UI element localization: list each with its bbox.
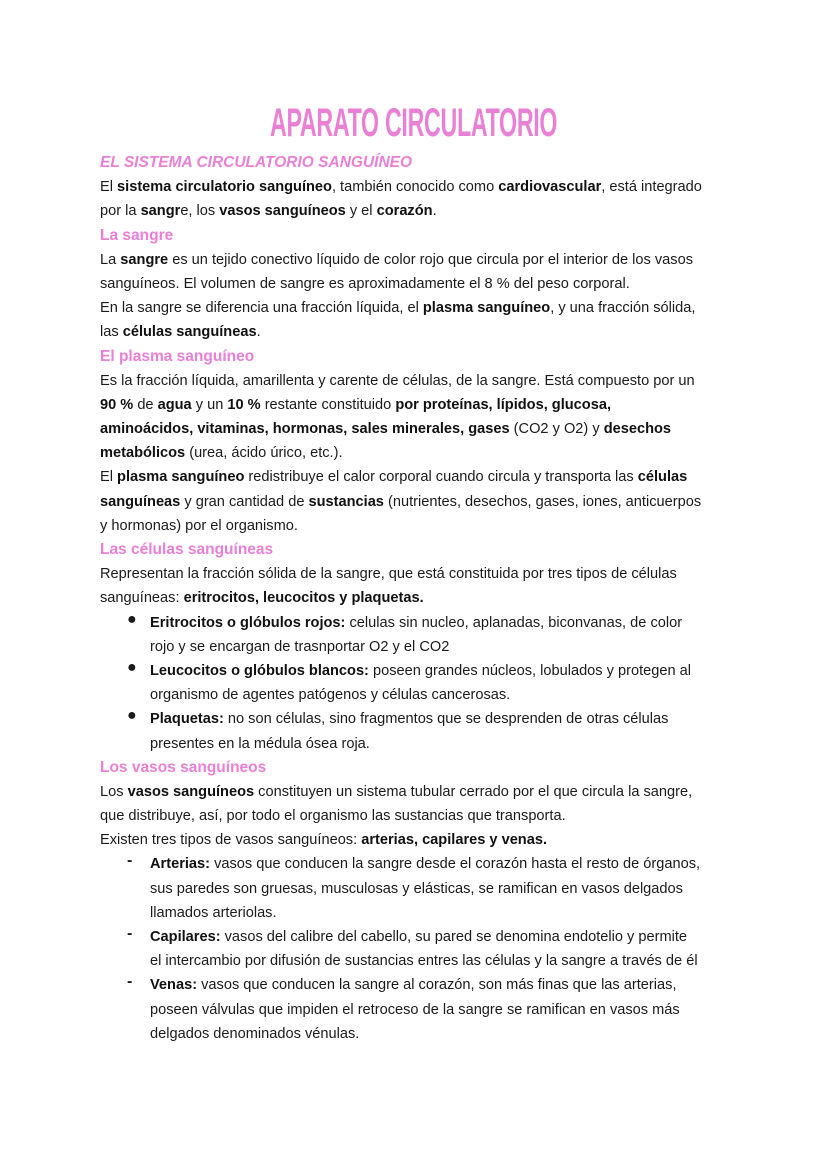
bold-text: metabólicos — [100, 445, 186, 462]
paragraph — [100, 369, 740, 538]
text-run: poseen grandes núcleos, lobulados y protegen al — [368, 662, 692, 679]
bold-text: células sanguíneas — [122, 324, 257, 341]
bold-text: vasos sanguíneos — [219, 203, 346, 220]
text-run: . — [256, 324, 261, 341]
subsection-heading: Las células sanguíneas — [100, 541, 274, 558]
text-line — [100, 320, 740, 344]
text-run: (CO2 y O2) y — [509, 421, 604, 438]
text-run: (urea, ácido úrico, etc.). — [185, 445, 343, 462]
text-run: vasos que conducen la sangre desde el corazón hasta el resto de órganos, — [210, 856, 701, 873]
text-line — [100, 828, 740, 852]
bold-text: corazón — [376, 203, 433, 220]
text-run: rojo y se encargan de trasnportar O2 y el CO2 — [150, 638, 450, 655]
bullet-icon: ● — [127, 707, 137, 725]
text-run: celulas sin nucleo, aplanadas, biconvanas, de color — [345, 614, 683, 631]
bold-text: plasma sanguíneo — [117, 469, 245, 486]
bold-text: sistema circulatorio sanguíneo — [117, 179, 332, 196]
text-line — [100, 248, 740, 272]
text-run: vasos que conducen la sangre al corazón, son más finas que las arterias, — [197, 977, 677, 994]
section-heading: EL SISTEMA CIRCULATORIO SANGUÍNEO — [100, 154, 413, 171]
dash-icon: - — [127, 973, 133, 991]
text-line — [100, 586, 740, 610]
paragraph — [100, 248, 740, 345]
text-run: y hormonas) por el organismo. — [100, 517, 298, 534]
dash-icon: - — [127, 925, 133, 942]
bold-text: sangre — [120, 251, 169, 268]
text-line — [100, 296, 740, 320]
bold-text: eritrocitos, leucocitos y plaquetas. — [183, 590, 424, 607]
list-item — [100, 707, 740, 755]
list-item — [100, 659, 740, 707]
document-body — [100, 151, 740, 1046]
list-item — [100, 852, 740, 925]
text-line — [150, 973, 740, 997]
bold-text: sustancias — [308, 493, 384, 510]
bold-text: sanguíneas — [100, 493, 181, 510]
text-run: Existen tres tipos de vasos sanguíneos: — [100, 832, 362, 849]
bold-text: agua — [157, 396, 192, 413]
text-run: redistribuye el calor corporal cuando circula y transporta las — [244, 469, 638, 486]
text-run: y el — [345, 203, 377, 220]
text-line — [150, 1022, 740, 1046]
paragraph — [100, 780, 740, 853]
bold-text: aminoácidos, vitaminas, hormonas, sales minerales, gases — [100, 421, 510, 438]
text-run: que distribuye, así, por todo el organismo las sustancias que transporta. — [100, 808, 566, 825]
text-line — [100, 490, 740, 514]
text-line — [150, 877, 740, 901]
bold-text: 10 % — [227, 396, 261, 413]
text-run: sanguíneos. El volumen de sangre es aproximadamente el 8 % del peso corporal. — [100, 275, 630, 292]
text-run: constituyen un sistema tubular cerrado por el que circula la sangre, — [254, 783, 693, 800]
text-line — [150, 635, 740, 659]
bold-text: Leucocitos o glóbulos blancos: — [150, 662, 369, 679]
text-run: es un tejido conectivo líquido de color rojo que circula por el interior de los vasos — [168, 251, 694, 268]
text-line — [100, 562, 740, 586]
text-run: , también conocido como — [331, 179, 499, 196]
bold-text: vasos sanguíneos — [127, 783, 255, 800]
text-run: Representan la fracción sólida de la sangre, que está constituida por tres tipos de células — [100, 566, 677, 583]
text-line — [150, 998, 740, 1022]
text-line — [100, 272, 740, 296]
text-run: En la sangre se diferencia una fracción líquida, el — [100, 300, 423, 317]
list-item — [100, 925, 740, 973]
bold-text: desechos — [603, 421, 672, 438]
text-line — [100, 804, 740, 828]
bold-text: Arterias: — [150, 856, 211, 873]
text-run: Los — [100, 783, 128, 800]
text-run: delgados denominados vénulas. — [150, 1025, 360, 1042]
text-run: de — [133, 396, 158, 413]
text-run: por la — [100, 203, 141, 220]
text-run: las — [100, 324, 123, 341]
text-run: vasos del calibre del cabello, su pared se denomina endotelio y permite — [220, 929, 688, 945]
text-run: no son células, sino fragmentos que se desprenden de otras células — [223, 711, 669, 728]
text-run: El — [100, 179, 118, 196]
text-line — [150, 683, 740, 707]
text-run: . — [432, 203, 437, 220]
bullet-icon: ● — [127, 658, 137, 676]
text-line — [100, 417, 740, 441]
text-line — [150, 732, 740, 756]
paragraph — [100, 175, 740, 223]
text-run: organismo de agentes patógenos y células cancerosas. — [150, 687, 511, 704]
text-run: (nutrientes, desechos, gases, iones, anticuerpos — [383, 493, 702, 510]
bold-text: Capilares: — [150, 929, 221, 945]
text-line — [150, 925, 740, 949]
text-run: poseen válvulas que impiden el retroceso de la sangre se ramifican en vasos más — [150, 1001, 680, 1018]
text-line — [100, 514, 740, 538]
bold-text: Plaquetas: — [150, 711, 224, 728]
bold-text: células — [637, 469, 688, 486]
text-run: La — [100, 251, 121, 268]
text-line — [100, 441, 740, 465]
text-run: llamados arteriolas. — [150, 904, 277, 921]
subsection-heading: La sangre — [100, 226, 174, 244]
text-line — [100, 780, 740, 804]
subsection-heading: Los vasos sanguíneos — [100, 758, 267, 776]
text-run: y un — [191, 396, 228, 413]
bold-text: arterias, capilares y venas. — [361, 832, 548, 849]
text-run: restante constituido — [260, 396, 396, 413]
bold-text: 90 % — [100, 396, 134, 413]
text-line — [100, 175, 740, 199]
text-line — [150, 707, 740, 731]
bold-text: plasma sanguíneo — [422, 300, 551, 317]
bold-text: Venas: — [150, 977, 198, 994]
text-run: El — [100, 469, 118, 486]
list-item — [100, 611, 740, 659]
bold-text: sangr — [140, 203, 181, 220]
text-line — [150, 852, 740, 876]
text-run: sanguíneas: — [100, 590, 184, 607]
text-line — [100, 465, 740, 489]
list-item — [100, 973, 740, 1046]
text-line — [150, 949, 740, 973]
text-run: sus paredes son gruesas, musculosas y elásticas, se ramifican en vasos delgados — [150, 880, 683, 897]
text-line — [100, 369, 740, 393]
text-line — [150, 901, 740, 925]
text-run: presentes en la médula ósea roja. — [150, 735, 370, 752]
bold-text: Eritrocitos o glóbulos rojos: — [150, 614, 346, 631]
text-run: , y una fracción sólida, — [550, 300, 696, 317]
bold-text: cardiovascular — [498, 179, 602, 196]
bullet-icon: ● — [127, 610, 137, 628]
document-title: APARATO CIRCULATORIO — [270, 101, 558, 145]
bold-text: por proteínas, lípidos, glucosa, — [395, 396, 612, 413]
text-line — [100, 199, 740, 223]
dash-icon: - — [127, 852, 133, 870]
text-line — [150, 611, 740, 635]
text-run: , está integrado — [601, 179, 702, 196]
text-line — [100, 393, 740, 417]
subsection-heading: El plasma sanguíneo — [100, 347, 255, 365]
document-title-wrap — [0, 102, 828, 144]
text-run: e, los — [180, 203, 220, 220]
text-run: y gran cantidad de — [180, 493, 309, 510]
paragraph — [100, 562, 740, 610]
text-run: el intercambio por difusión de sustancias entres las células y la sangre a través de él — [150, 953, 698, 970]
text-run: Es la fracción líquida, amarillenta y carente de células, de la sangre. Está compuesto por un — [100, 372, 695, 389]
text-line — [150, 659, 740, 683]
